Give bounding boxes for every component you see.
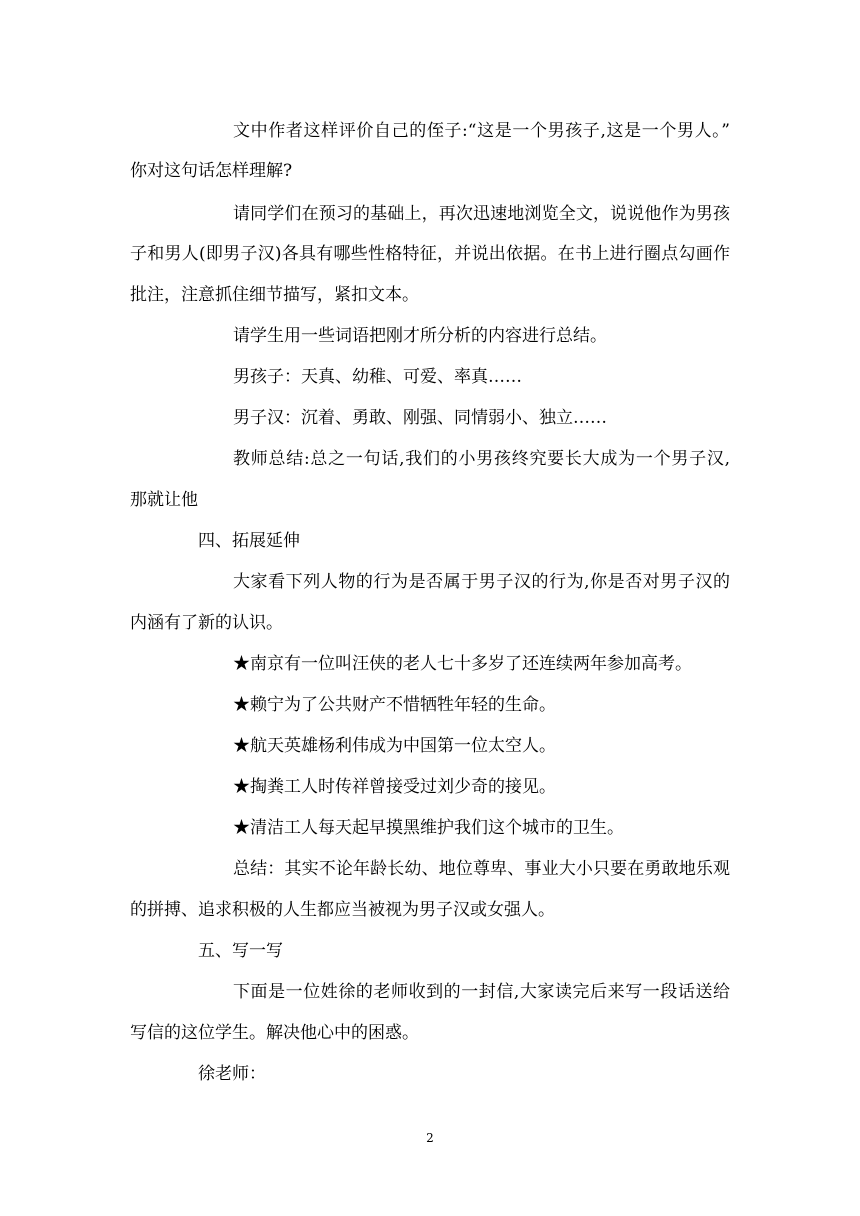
paragraph-line: 内涵有了新的认识。 [130, 613, 283, 633]
paragraph-line: 子和男人(即男子汉)各具有哪些性格特征，并说出依据。在书上进行圈点勾画作 [130, 244, 730, 264]
paragraph-line: 批注，注意抓住细节描写，紧扣文本。 [130, 285, 419, 305]
letter-salutation: 徐老师： [198, 1064, 266, 1084]
paragraph-line: 的拼搏、追求积极的人生都应当被视为男子汉或女强人。 [130, 900, 555, 920]
paragraph-line: 大家看下列人物的行为是否属于男子汉的行为,你是否对男子汉的 [233, 572, 730, 592]
paragraph-line: 文中作者这样评价自己的侄子:“这是一个男孩子,这是一个男人。” [233, 121, 730, 141]
paragraph-line: 写信的这位学生。解决他心中的困惑。 [130, 1023, 419, 1043]
page-number: 2 [426, 1131, 434, 1145]
paragraph-line: 总结：其实不论年龄长幼、地位尊卑、事业大小只要在勇敢地乐观 [233, 859, 730, 879]
paragraph-line: 请学生用一些词语把刚才所分析的内容进行总结。 [233, 326, 607, 346]
paragraph-line: 男子汉：沉着、勇敢、刚强、同情弱小、独立…… [233, 408, 607, 428]
section-heading: 五、写一写 [198, 941, 283, 961]
paragraph-line: 那就让他 [130, 490, 198, 510]
paragraph-line: 教师总结:总之一句话,我们的小男孩终究要长大成为一个男子汉, [233, 449, 730, 469]
paragraph-line: 男孩子：天真、幼稚、可爱、率真…… [233, 367, 522, 387]
paragraph-line: 请同学们在预习的基础上，再次迅速地浏览全文，说说他作为男孩 [233, 204, 730, 224]
list-item: ★赖宁为了公共财产不惜牺牲年轻的生命。 [233, 695, 556, 715]
paragraph-line: 下面是一位姓徐的老师收到的一封信,大家读完后来写一段话送给 [233, 982, 730, 1002]
list-item: ★南京有一位叫汪侠的老人七十多岁了还连续两年参加高考。 [233, 654, 692, 674]
list-item: ★航天英雄杨利伟成为中国第一位太空人。 [233, 736, 556, 756]
list-item: ★清洁工人每天起早摸黑维护我们这个城市的卫生。 [233, 818, 624, 838]
paragraph-line: 你对这句话怎样理解? [130, 161, 293, 181]
section-heading: 四、拓展延伸 [198, 531, 300, 551]
list-item: ★掏粪工人时传祥曾接受过刘少奇的接见。 [233, 777, 556, 797]
